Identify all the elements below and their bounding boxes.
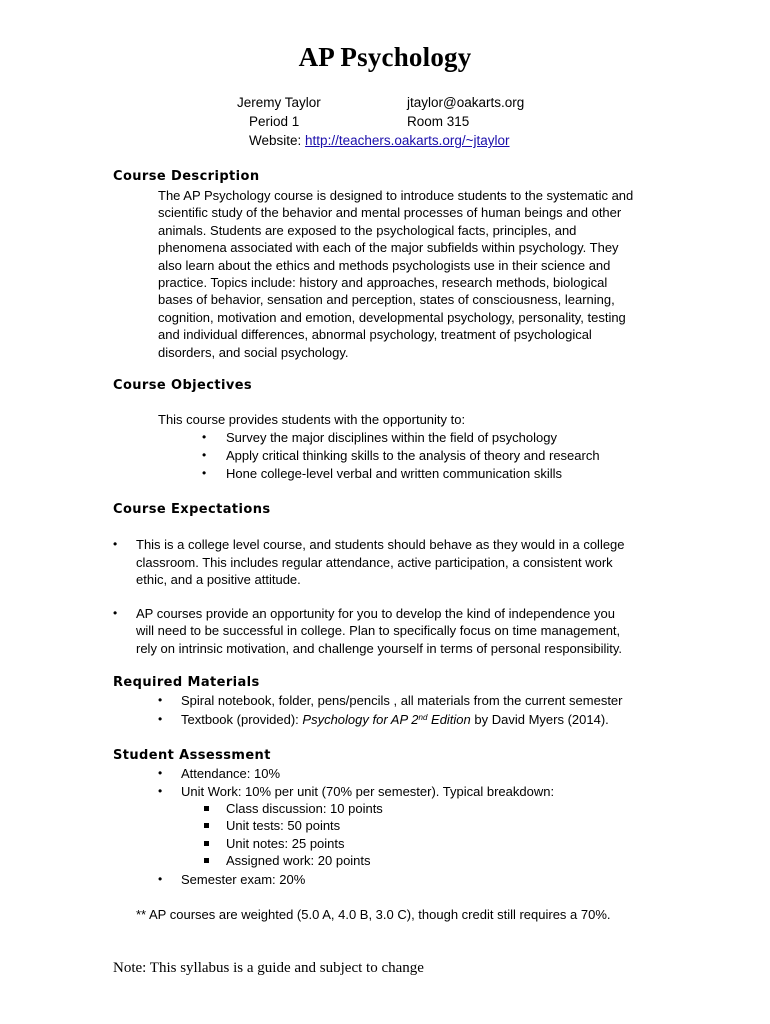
- required-materials-heading: Required Materials: [113, 675, 260, 690]
- website-row: [249, 131, 510, 150]
- text-line: bases of behavior, sensation and perception, states of consciousness, learning,: [158, 292, 615, 308]
- expectation-line: classroom. This includes regular attendance, active participation, a consistent work: [136, 555, 613, 570]
- student-assessment-heading: Student Assessment: [113, 748, 271, 763]
- text-line: cognition, motivation and emotion, developmental psychology, personality, testing: [158, 309, 626, 325]
- bullet-icon: •: [202, 430, 207, 444]
- textbook-title: [302, 712, 470, 727]
- weighting-note: ** AP courses are weighted (5.0 A, 4.0 B, 3.0 C), though credit still requires a 70%.: [136, 907, 611, 922]
- square-bullet-icon: [204, 841, 209, 846]
- text-line: also learn about the ethics and methods psychologists use in their science and: [158, 257, 611, 273]
- text-line: scientific study of the behavior and mental processes of human beings and other: [158, 205, 622, 221]
- edition-ordinal: nd: [418, 713, 428, 722]
- textbook-suffix: by David Myers (2014).: [470, 712, 609, 727]
- material-item-textbook: [181, 711, 609, 728]
- bullet-icon: •: [158, 784, 163, 798]
- bullet-icon: •: [158, 693, 163, 707]
- text-line: and individual differences, abnormal psychology, treatment of psychological: [158, 327, 592, 343]
- breakdown-item: Unit tests: 50 points: [226, 818, 341, 833]
- room-number: Room 315: [407, 114, 470, 129]
- text-line: disorders, and social psychology.: [158, 344, 349, 360]
- page-title: AP Psychology: [298, 42, 472, 72]
- assessment-unit-work: Unit Work: 10% per unit (70% per semester). Typical breakdown:: [181, 784, 555, 799]
- teacher-email[interactable]: jtaylor@oakarts.org: [407, 95, 525, 110]
- objectives-intro: This course provides students with the opportunity to:: [158, 412, 466, 427]
- square-bullet-icon: [204, 858, 209, 863]
- bullet-icon: •: [202, 466, 207, 480]
- text-line: phenomena associated with each of the major subfields within psychology. They: [158, 240, 619, 256]
- course-expectations-heading: Course Expectations: [113, 502, 271, 517]
- material-item: Spiral notebook, folder, pens/pencils , all materials from the current semester: [181, 693, 623, 708]
- objective-item: Hone college-level verbal and written communication skills: [226, 466, 562, 481]
- expectation-line: ethic, and a positive attitude.: [136, 572, 301, 587]
- class-period: Period 1: [249, 114, 300, 129]
- text-line: The AP Psychology course is designed to introduce students to the systematic and: [158, 188, 634, 203]
- teacher-name: Jeremy Taylor: [237, 95, 321, 110]
- bullet-icon: •: [158, 712, 163, 726]
- text-line: practice. Topics include: history and approaches, research methods, biological: [158, 275, 608, 291]
- breakdown-item: Unit notes: 25 points: [226, 836, 345, 851]
- assessment-attendance: Attendance: 10%: [181, 766, 281, 781]
- website-label: Website:: [249, 133, 302, 148]
- expectation-line: will need to be successful in college. Plan to specifically focus on time management,: [136, 623, 621, 638]
- expectation-line: rely on intrinsic motivation, and challenge yourself in terms of personal responsibility.: [136, 641, 623, 656]
- expectation-line: This is a college level course, and students should behave as they would in a college: [136, 537, 625, 552]
- square-bullet-icon: [204, 806, 209, 811]
- bullet-icon: •: [158, 766, 163, 780]
- footer-note: Note: This syllabus is a guide and subject to change: [113, 960, 424, 976]
- text-line: animals. Students are exposed to the psychological facts, principles, and: [158, 222, 577, 238]
- bullet-icon: •: [113, 537, 118, 551]
- breakdown-item: Class discussion: 10 points: [226, 801, 383, 816]
- assessment-semester-exam: Semester exam: 20%: [181, 872, 306, 887]
- course-description-text: [158, 187, 658, 361]
- square-bullet-icon: [204, 823, 209, 828]
- course-description-heading: Course Description: [113, 169, 260, 184]
- website-link[interactable]: http://teachers.oakarts.org/~jtaylor: [305, 133, 510, 148]
- textbook-title-end: Edition: [427, 712, 471, 727]
- objective-item: Survey the major disciplines within the field of psychology: [226, 430, 557, 445]
- course-objectives-heading: Course Objectives: [113, 378, 253, 393]
- breakdown-item: Assigned work: 20 points: [226, 853, 371, 868]
- bullet-icon: •: [113, 606, 118, 620]
- textbook-title-text: Psychology for AP 2: [302, 712, 419, 727]
- bullet-icon: •: [202, 448, 207, 462]
- objective-item: Apply critical thinking skills to the analysis of theory and research: [226, 448, 600, 463]
- bullet-icon: •: [158, 872, 163, 886]
- textbook-prefix: Textbook (provided):: [181, 712, 303, 727]
- expectation-line: AP courses provide an opportunity for you to develop the kind of independence you: [136, 606, 615, 621]
